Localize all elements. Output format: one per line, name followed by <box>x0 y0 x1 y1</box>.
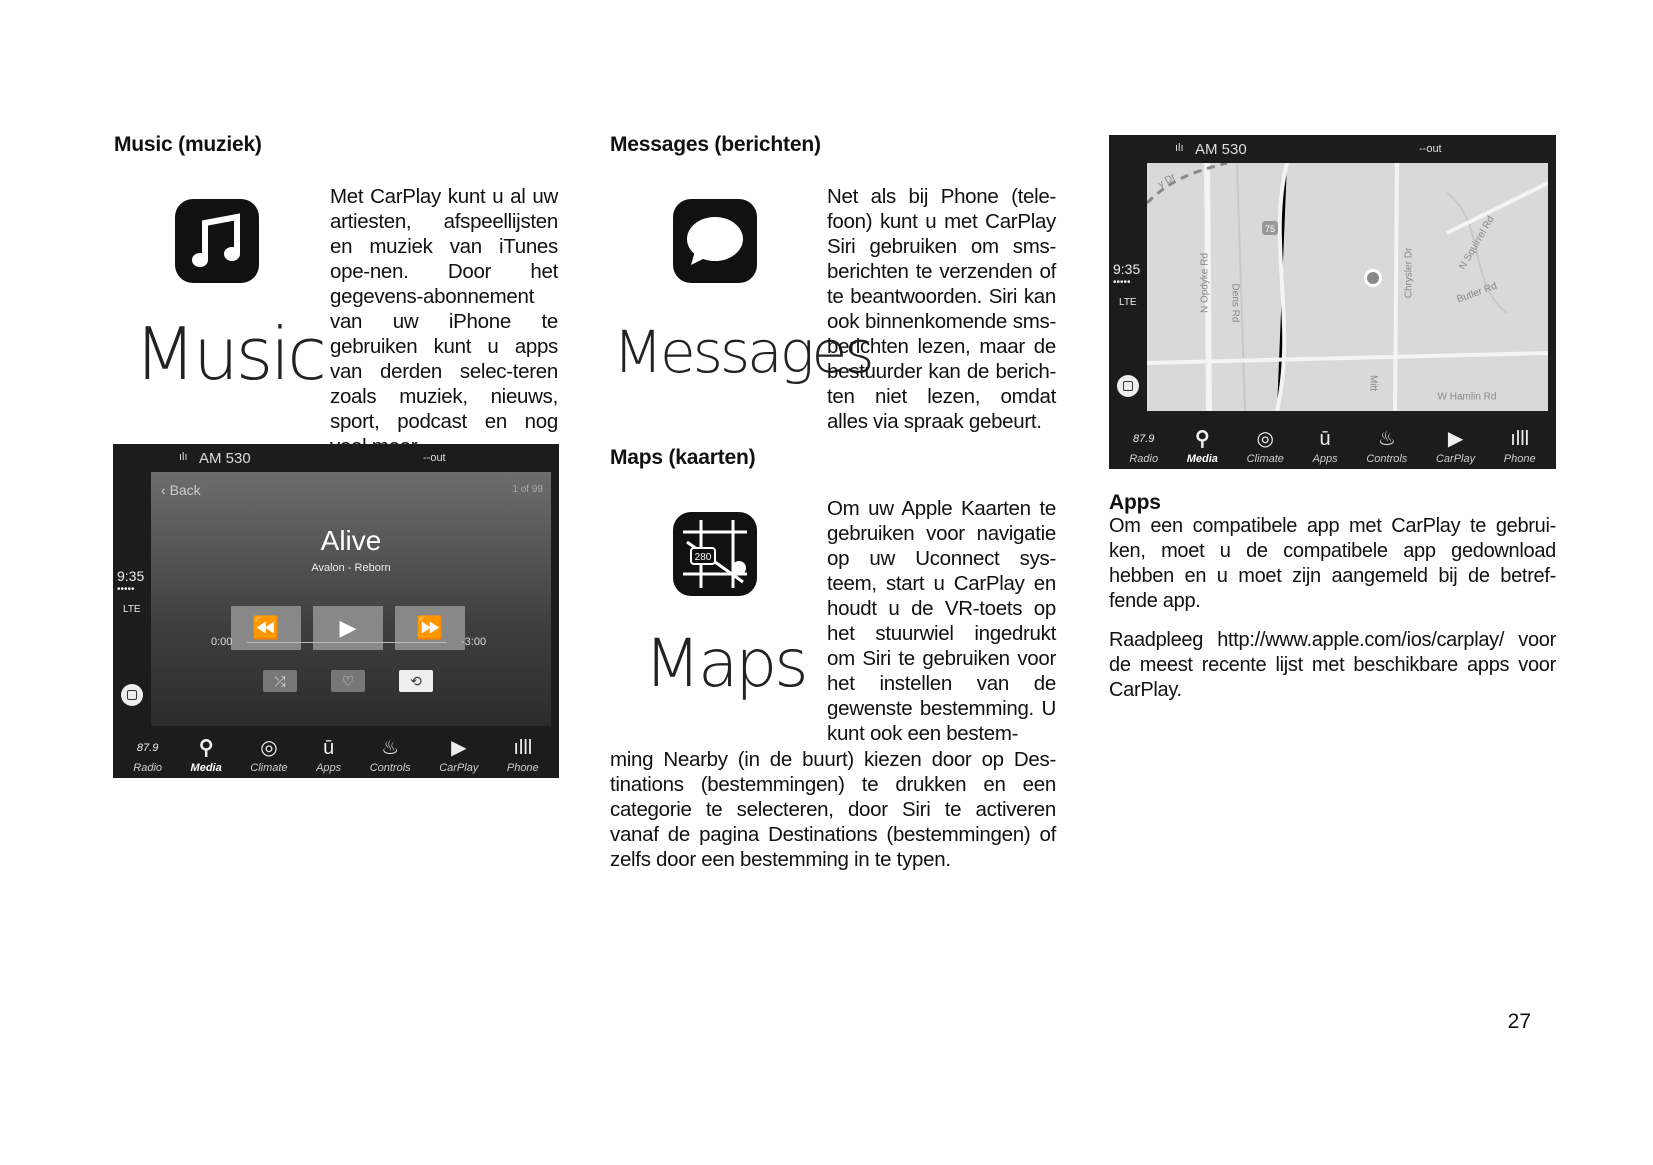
music-wordmark: Music <box>134 312 324 396</box>
dock-label: Media <box>1186 453 1218 465</box>
song-title: Alive <box>320 525 382 556</box>
elapsed-time: 0:00 <box>211 636 233 648</box>
radio-icon: 87.9 <box>1132 433 1155 445</box>
progress-bar[interactable] <box>247 642 447 643</box>
road-label: N Opdyke Rd <box>1199 252 1211 314</box>
uconnect-dock <box>1109 419 1556 469</box>
repeat-button[interactable]: ⟲ <box>399 670 433 692</box>
carplay-map-screen <box>1109 135 1556 469</box>
favorite-button[interactable]: ♡ <box>331 670 365 692</box>
map-view[interactable] <box>1147 163 1548 411</box>
dock-item-radio[interactable] <box>133 736 162 774</box>
maps-heading: Maps (kaarten) <box>610 446 756 469</box>
route-badge: 75 <box>1264 224 1276 234</box>
radio-station: AM 530 <box>1195 141 1247 158</box>
radio-station: AM 530 <box>199 450 251 467</box>
carplay-icon: ▶ <box>451 737 467 759</box>
dock-label: Radio <box>133 762 163 774</box>
signal-icon: ılı <box>1175 142 1184 154</box>
climate-icon: ◎ <box>260 737 278 759</box>
phone-icon: ılll <box>513 737 533 759</box>
status-bar <box>1109 135 1556 163</box>
music-heading: Music (muziek) <box>114 133 262 156</box>
climate-icon: ◎ <box>1256 428 1274 450</box>
messages-heading: Messages (berichten) <box>610 133 821 156</box>
apps-paragraph: Om een compatibele app met CarPlay te gebrui-ken, moet u de compatibele app gedownload hebben en u moet zijn aangemeld bij de betref-fende app. <box>1109 515 1556 612</box>
dock-label: Climate <box>1246 453 1284 465</box>
apps-link-paragraph: Raadpleeg http://www.apple.com/ios/carplay/ voor de meest recente lijst met beschikbare apps voor CarPlay. <box>1109 629 1556 701</box>
dock-item-carplay[interactable] <box>1436 427 1475 465</box>
maps-paragraph-wrap: Om uw Apple Kaarten te gebruiken voor navigatie op uw Uconnect sys-teem, start u CarPlay en houdt u de VR-toets op het stuurwiel ingedrukt om Siri te gebruiken voor het instellen van de gewenste bestemming. U kunt ook een bestem- <box>827 497 1056 745</box>
speech-bubble-icon <box>673 199 757 283</box>
network-type: LTE <box>123 604 141 615</box>
artist-album: Avalon - Reborn <box>311 562 391 574</box>
play-button[interactable]: ▶ <box>313 606 383 650</box>
signal-icon: ılı <box>179 451 188 463</box>
road-label: Mitt <box>1367 374 1379 392</box>
apps-heading: Apps <box>1109 491 1161 514</box>
dock-item-carplay[interactable] <box>439 736 478 774</box>
dock-item-phone[interactable] <box>507 736 539 774</box>
remaining-time: -3:00 <box>461 636 487 648</box>
usb-icon: ⚲ <box>1195 428 1210 450</box>
apps-icon: ū <box>1319 428 1331 450</box>
dock-label: Radio <box>1129 453 1159 465</box>
out-temp: --out <box>423 452 446 464</box>
messages-paragraph: Net als bij Phone (tele-foon) kunt u met CarPlay Siri gebruiken om sms-berichten te verzenden of te beantwoorden. Siri kan ook binnenkomende sms-berichten lezen, maar de bestuurder kan de berich-ten niet lezen, omdat alles via spraak gebeurt. <box>827 185 1056 433</box>
dock-item-radio[interactable] <box>1129 427 1158 465</box>
out-temp: --out <box>1419 143 1442 155</box>
carplay-icon: ▶ <box>1447 428 1464 450</box>
now-playing-panel <box>151 472 551 726</box>
road-label: y Dr <box>1156 171 1178 191</box>
back-button[interactable]: ‹ Back <box>161 482 201 498</box>
dock-item-media[interactable] <box>191 736 222 774</box>
dock-item-controls[interactable] <box>370 736 411 774</box>
usb-icon: ⚲ <box>198 737 214 759</box>
map-icon <box>673 512 757 596</box>
clock: 9:35 <box>117 568 145 584</box>
music-note-icon <box>175 199 259 283</box>
road-label: Chrysler Dr <box>1403 247 1415 299</box>
apps-icon: ū <box>323 737 335 759</box>
track-count: 1 of 99 <box>512 484 543 495</box>
road-label: N Squirrel Rd <box>1457 214 1497 272</box>
clock: 9:35 <box>1113 261 1141 277</box>
home-button[interactable] <box>1117 375 1139 397</box>
dock-label: CarPlay <box>1435 453 1476 465</box>
phone-icon: ılll <box>1510 428 1530 450</box>
network-type: LTE <box>1119 297 1137 308</box>
page-number: 27 <box>1507 1010 1531 1033</box>
controls-icon: ♨ <box>381 737 400 759</box>
dock-label: CarPlay <box>439 762 479 774</box>
uconnect-dock <box>113 728 559 778</box>
dock-label: Climate <box>250 762 288 774</box>
controls-icon: ♨ <box>1377 428 1396 450</box>
home-button[interactable] <box>121 684 143 706</box>
dock-label: Media <box>190 762 222 774</box>
road-label: W Hamlin Rd <box>1437 391 1497 403</box>
dock-label: Apps <box>316 762 342 774</box>
dock-label: Controls <box>369 762 411 774</box>
shuffle-button[interactable]: ⤮ <box>263 670 297 692</box>
messages-wordmark: Messages <box>613 318 872 386</box>
maps-paragraph-full: ming Nearby (in de buurt) kiezen door op Des-tinations (bestemmingen) te drukken en een categorie te selecteren, door Siri te activeren vanaf de pagina Destinations (bestemmingen) of zelfs door een bestemming in te typen. <box>610 748 1056 871</box>
dock-label: Apps <box>1312 453 1338 465</box>
dock-item-phone[interactable] <box>1504 427 1536 465</box>
fast-forward-button[interactable]: ⏩ <box>395 606 465 650</box>
back-label: Back <box>169 482 201 498</box>
dock-label: Phone <box>506 762 539 774</box>
dock-item-media[interactable] <box>1187 427 1218 465</box>
signal-dots: ••••• <box>117 584 135 595</box>
radio-icon: 87.9 <box>136 742 159 754</box>
status-bar <box>113 444 559 472</box>
rewind-button[interactable]: ⏪ <box>231 606 301 650</box>
music-paragraph: Met CarPlay kunt u al uw artiesten, afspeellijsten en muziek van iTunes ope-nen. Door het gegevens-abonnement van uw iPhone te gebruiken kunt u apps van derden selec-teren zoals muziek, nieuws, sport, podcast en nog <box>330 185 558 433</box>
road-label: Butler Rd <box>1455 280 1499 306</box>
dock-item-climate[interactable] <box>250 736 287 774</box>
dock-item-apps[interactable] <box>316 736 341 774</box>
dock-item-controls[interactable] <box>1366 427 1407 465</box>
road-label: Dens Rd <box>1229 283 1241 323</box>
maps-wordmark: Maps <box>644 625 806 702</box>
carplay-music-screen <box>113 444 559 778</box>
dock-item-climate[interactable] <box>1247 427 1284 465</box>
map-icon-badge: 280 <box>694 552 712 563</box>
dock-label: Phone <box>1503 453 1536 465</box>
dock-item-apps[interactable] <box>1313 427 1338 465</box>
signal-dots: ••••• <box>1113 277 1131 288</box>
dock-label: Controls <box>1366 453 1408 465</box>
